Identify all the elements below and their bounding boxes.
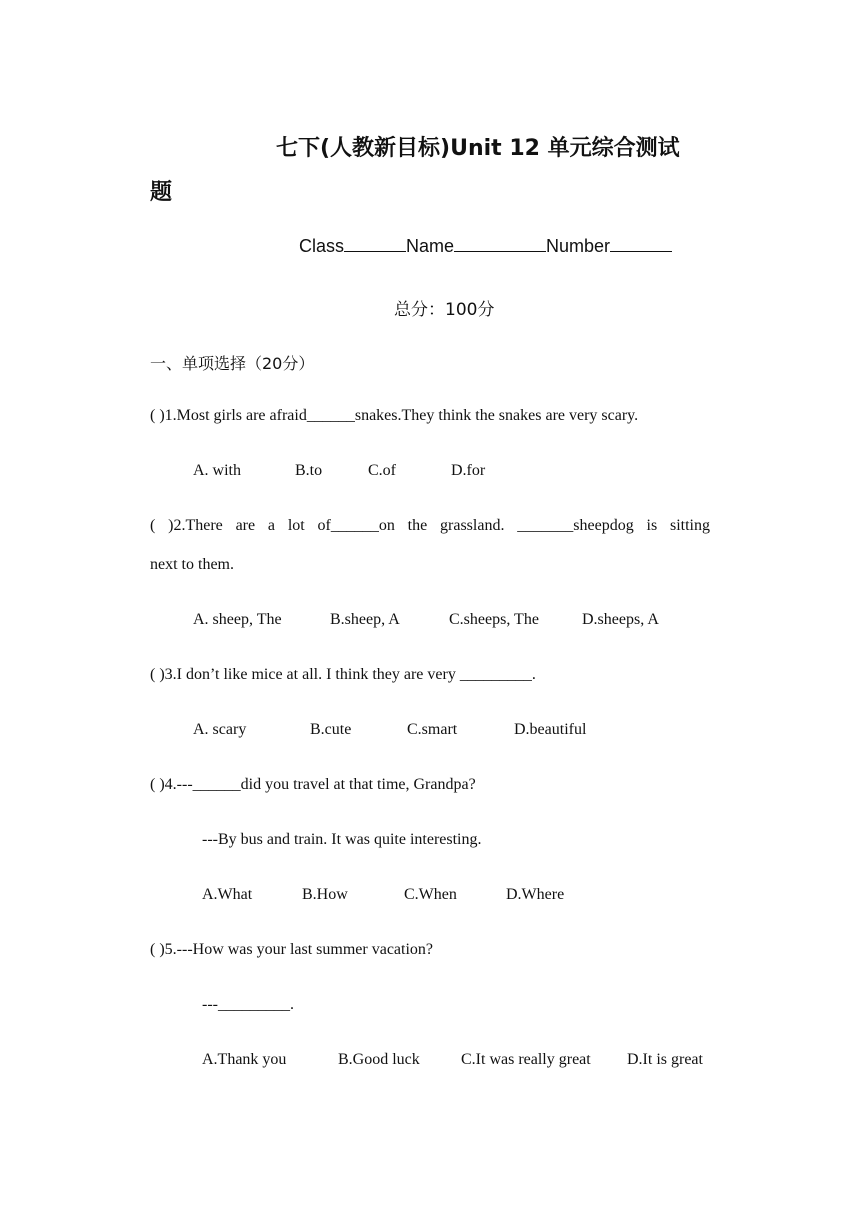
question-5-text: ( )5.---How was your last summer vacation? (150, 941, 434, 958)
option-c: C.It was really great (461, 1051, 591, 1068)
option-d: D.It is great (627, 1051, 703, 1068)
option-a: A.Thank you (202, 1051, 287, 1068)
total-score: 总分：100分 (394, 300, 495, 320)
option-a: A. scary (193, 721, 247, 738)
name-blank (454, 237, 546, 252)
option-c: C.sheeps, The (449, 611, 539, 628)
question-2-text-cont: next to them. (150, 556, 234, 573)
name-label: Name (406, 236, 455, 256)
number-label: Number (546, 236, 611, 256)
option-b: B.sheep, A (330, 611, 400, 628)
option-d: D.for (451, 462, 486, 479)
class-blank (344, 237, 406, 252)
document-title-line1: 七下(人教新目标)Unit 12 单元综合测试 (276, 136, 680, 161)
question-1-options (193, 462, 485, 480)
question-3-text: ( )3.I don’t like mice at all. I think they are very _________. (150, 666, 536, 683)
option-b: B.Good luck (338, 1051, 420, 1068)
option-c: C.smart (407, 721, 458, 738)
question-4-text: ( )4.---______did you travel at that time, Grandpa? (150, 776, 476, 793)
option-d: D.beautiful (514, 721, 587, 738)
option-c: C.of (368, 462, 396, 479)
option-d: D.Where (506, 886, 565, 903)
option-b: B.cute (310, 721, 352, 738)
option-b: B.How (302, 886, 348, 903)
question-5-answer-line: ---_________. (202, 996, 294, 1013)
question-1-text: ( )1.Most girls are afraid______snakes.They think the snakes are very scary. (150, 407, 639, 424)
option-a: A. with (193, 462, 241, 479)
question-4-answer-line: ---By bus and train. It was quite interesting. (202, 831, 482, 848)
question-4-options (202, 886, 564, 904)
student-info-line (299, 236, 672, 257)
option-a: A.What (202, 886, 253, 903)
question-3-options (193, 721, 586, 739)
section-heading: 一、单项选择（20分） (150, 354, 315, 373)
option-d: D.sheeps, A (582, 611, 659, 628)
number-blank (610, 237, 672, 252)
question-2-options (193, 611, 659, 629)
question-5-options (202, 1051, 703, 1069)
option-b: B.to (295, 462, 323, 479)
option-a: A. sheep, The (193, 611, 282, 628)
question-2-text: ( )2.There are a lot of______on the grassland. _______sheepdog is sitting (150, 517, 710, 534)
option-c: C.When (404, 886, 457, 903)
document-title-line2: 题 (150, 180, 173, 205)
class-label: Class (299, 236, 345, 256)
